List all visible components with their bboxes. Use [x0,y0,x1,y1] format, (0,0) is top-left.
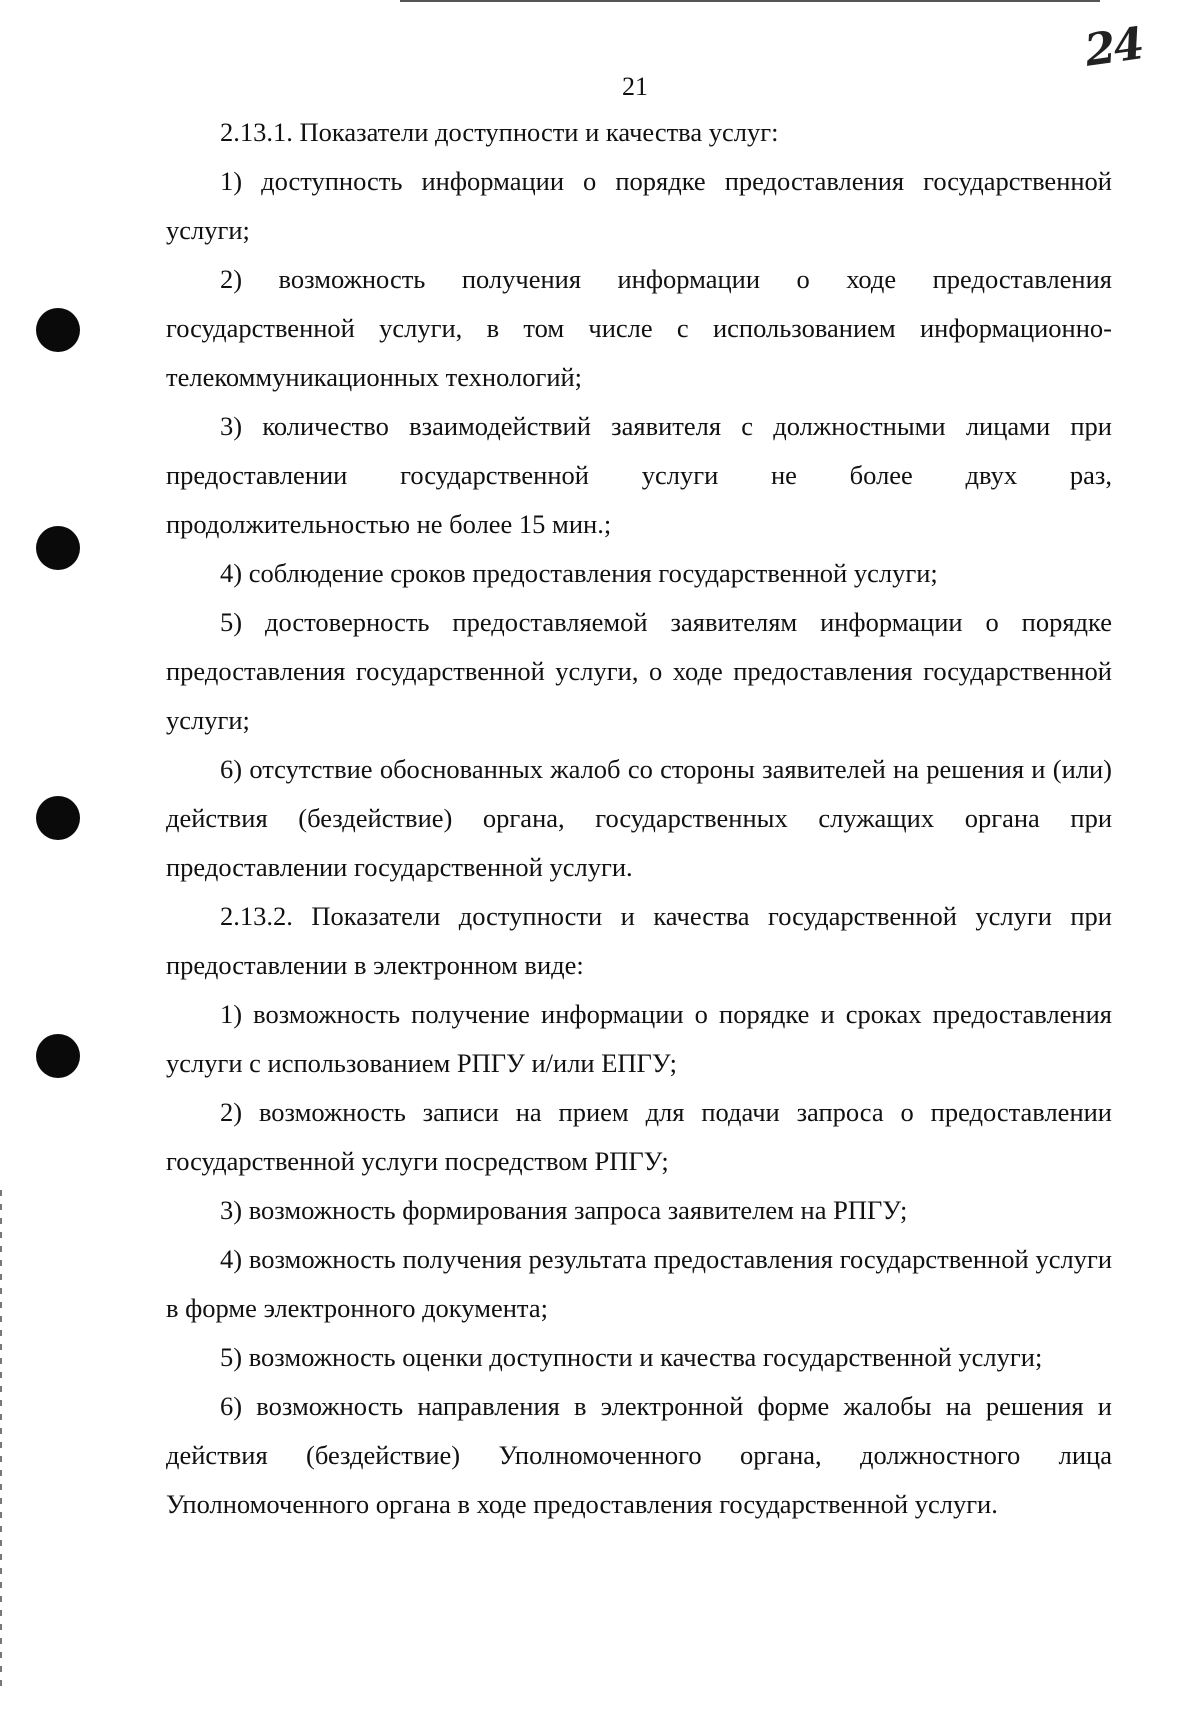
list-item: 2) возможность получения информации о ходе предоставления государственной услуги, в том числе с использованием информационно-телекоммуникационных технологий; [166,264,1112,392]
list-item-continuation: продолжительностью не более 15 мин.; [166,509,612,539]
scan-left-edge [0,1190,2,1690]
punch-hole-1 [36,308,80,352]
list-item: 6) отсутствие обоснованных жалоб со стороны заявителей на решения и (или) действия (бездействие) органа, государственных служащих органа при предоставлении государственной услуги. [166,754,1112,882]
list-item: 5) возможность оценки доступности и качества государственной услуги; [220,1342,1043,1372]
punch-hole-4 [36,1034,80,1078]
list-item: 4) соблюдение сроков предоставления государственной услуги; [220,558,938,588]
list-item: 1) возможность получение информации о порядке и сроках предоставления услуги с использованием РПГУ и/или ЕПГУ; [166,999,1112,1078]
list-item: 6) возможность направления в электронной форме жалобы на решения и действия (бездействие) Уполномоченного органа, должностного лица Уполномоченного органа в ходе предоставления государственной услуги. [166,1391,1112,1519]
section-heading: 2.13.2. Показатели доступности и качества государственной услуги при предоставлении в электронном виде: [166,901,1112,980]
list-item: 3) количество взаимодействий заявителя с должностными лицами при предоставлении государственной услуги не более двух раз, [166,411,1112,490]
document-body [166,108,1112,1529]
section-heading: 2.13.1. Показатели доступности и качества услуг: [220,117,779,147]
list-item: 5) достоверность предоставляемой заявителям информации о порядке предоставления государственной услуги, о ходе предоставления государственной услуги; [166,607,1112,735]
list-item: 3) возможность формирования запроса заявителем на РПГУ; [220,1195,908,1225]
list-item: 4) возможность получения результата предоставления государственной услуги в форме электронного документа; [166,1244,1112,1323]
handwritten-sheet-number: 24 [1081,18,1146,77]
punch-hole-2 [36,526,80,570]
page-number: 21 [622,72,648,101]
punch-hole-3 [36,796,80,840]
list-item: 1) доступность информации о порядке предоставления государственной услуги; [166,166,1112,245]
list-item: 2) возможность записи на прием для подачи запроса о предоставлении государственной услуги посредством РПГУ; [166,1097,1112,1176]
top-edge-line [400,0,1100,2]
